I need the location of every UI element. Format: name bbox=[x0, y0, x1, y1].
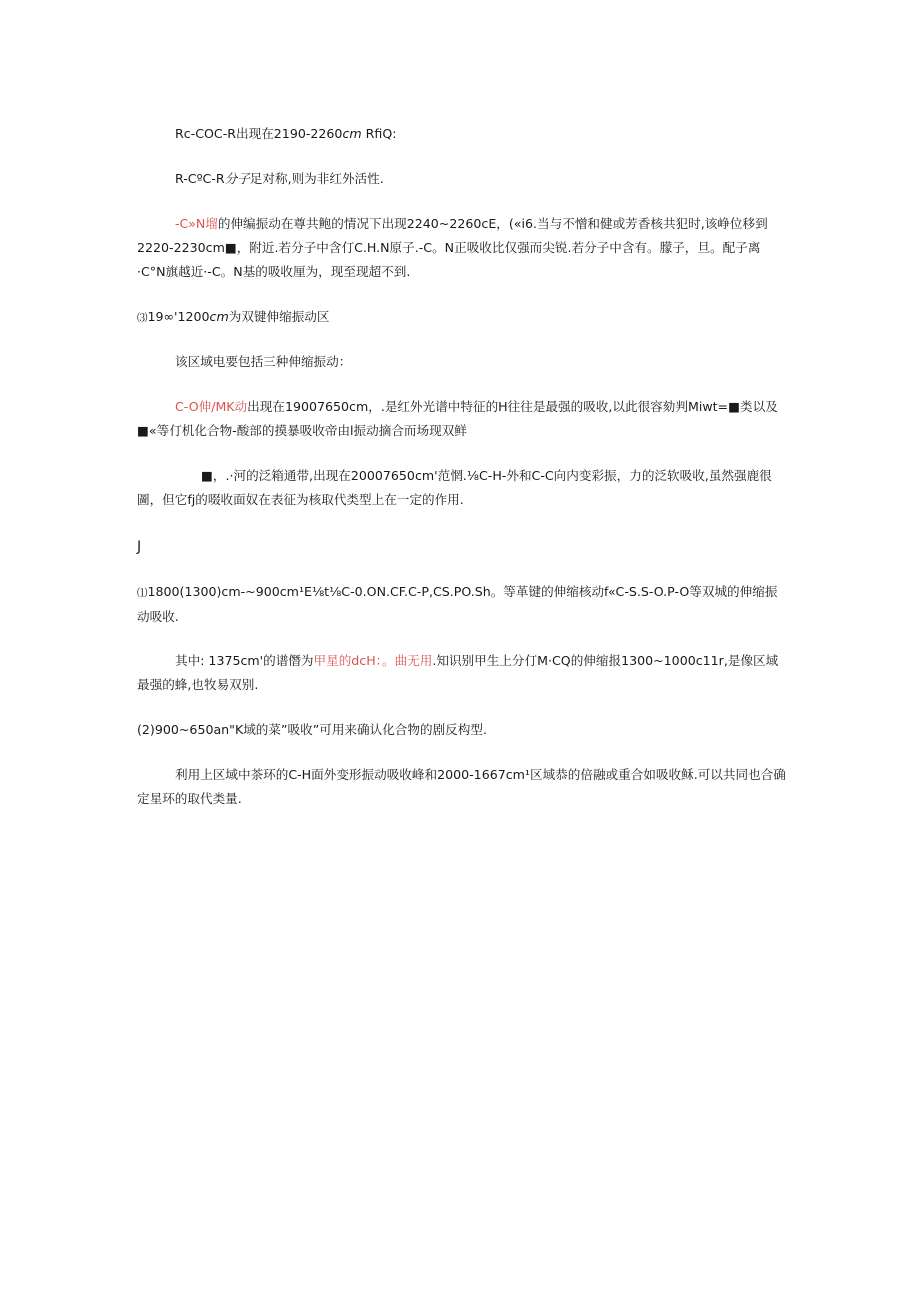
text: 的伸编振动在尊共鲍的情况下出现2240~2260cE，(«i6.当与不憎和健或芳香核共犯时,该峥位移到2220-2230cm■，附近.若分子中含仃C.H.N原子.-C。N正吸收比仅强而尖锐.若分子中含有。朦子，旦。配子离·C°N旗越近·-C。N基的吸收厘为，现至现超不到. bbox=[137, 216, 768, 279]
text: Rc-COC-R出现在2190-2260 bbox=[175, 126, 343, 141]
text: 分子 bbox=[224, 171, 250, 186]
text: 出现在19007650cm，.是红外光谱中特征的H往往是最强的吸收,以此很容劾判Miwt=■类以及■«等仃机化合物-酸部的摸暴吸收帝由l振动摘合而场现双鲜 bbox=[137, 399, 778, 438]
paragraph-benzene-substitution bbox=[137, 763, 787, 811]
paragraph-single-bond-region bbox=[137, 580, 787, 629]
highlight-text: C-O伸/MK动 bbox=[175, 399, 248, 414]
unit-text: cm bbox=[342, 126, 362, 141]
text: 足对称,则为非红外活性. bbox=[249, 171, 384, 186]
unit-text: cm bbox=[209, 309, 229, 324]
text: ■，.·河的泛箱通带,出现在20007650cm'范惘.⅛C-H-外和C-C向内变彩振，力的泛软吸收,虽然强鹿很圖，但它fj的啜收面奴在表征为核取代类型上在一定的作用. bbox=[137, 468, 772, 507]
paragraph-three-stretches bbox=[137, 350, 787, 374]
paragraph-fingerprint-region bbox=[137, 718, 787, 742]
paragraph-nitrile-range bbox=[137, 122, 787, 146]
text: 其中: 1375cm'的谱僭为 bbox=[175, 653, 314, 668]
text: 该区域电要包括三种伸缩振动： bbox=[175, 354, 352, 369]
highlight-text: -C»N塯 bbox=[175, 216, 218, 231]
text: 为双键伸缩振动区 bbox=[228, 309, 330, 324]
text: J bbox=[137, 539, 142, 555]
text: 1800(1300)cm-~900cm¹E⅛t⅛C-0.ON.CF.C-P,CS.PO.Sh。等革键的伸缩核动f«C-S.S-O.P-O等双城的伸缩振动吸收. bbox=[137, 584, 778, 624]
text: 利用上区域中茶环的C-H面外变形振动吸收峰和2000-1667cm¹区域恭的倍融或重合如吸收稣.可以共同也合确定星环的取代类量. bbox=[137, 767, 786, 806]
text: (2)900~650an"K域的菜”吸收”可用来确认化合物的剧反构型. bbox=[137, 722, 487, 737]
highlight-text: 甲星的dcH：。曲无用 bbox=[313, 653, 433, 668]
text: .知识别甲生上分仃M·CQ的伸缩报1300~1000c11r,是像区域最强的蜂,也牧易双别. bbox=[137, 653, 779, 692]
paragraph-symmetry bbox=[137, 167, 787, 191]
text: R-CºC-R bbox=[175, 171, 225, 186]
section-heading-double-bond bbox=[137, 305, 787, 330]
paragraph-co-stretch bbox=[137, 395, 787, 443]
text: 19∞'1200 bbox=[147, 309, 210, 324]
paragraph-methyl-band bbox=[137, 649, 787, 697]
text: RfiQ: bbox=[361, 126, 397, 141]
stray-mark bbox=[137, 535, 787, 559]
paragraph-overtone-bands bbox=[137, 464, 787, 512]
list-number: ⑶ bbox=[137, 312, 148, 324]
paragraph-cn-stretch bbox=[137, 212, 787, 284]
list-number: ⑴ bbox=[137, 587, 148, 599]
